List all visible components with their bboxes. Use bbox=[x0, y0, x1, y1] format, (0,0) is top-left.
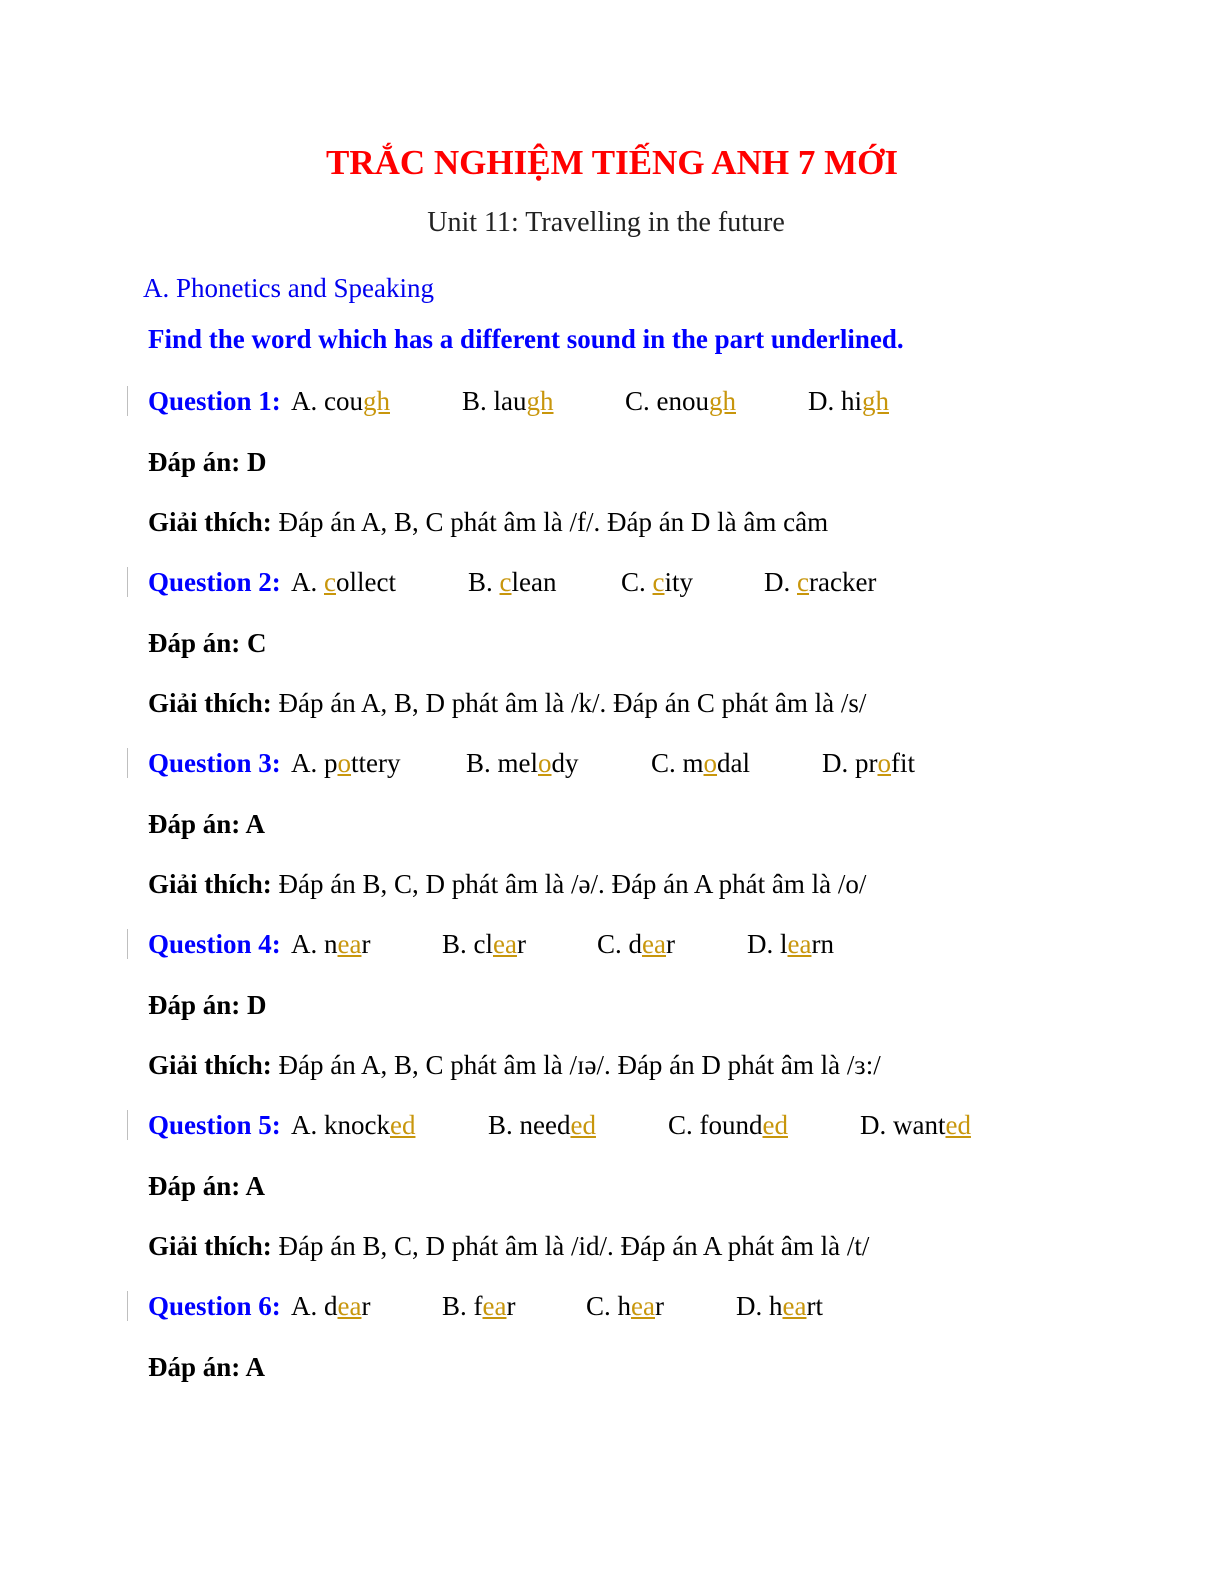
option-text: D. pr bbox=[822, 748, 878, 778]
answer-row bbox=[148, 626, 267, 660]
underlined-part: c bbox=[499, 567, 512, 597]
answer-label: Đáp án: bbox=[148, 446, 248, 477]
explanation-row bbox=[148, 1229, 869, 1263]
answer-option bbox=[621, 565, 693, 599]
answer-value: A bbox=[245, 1351, 266, 1382]
explanation-text: Đáp án B, C, D phát âm là /id/. Đáp án A phát âm là /t/ bbox=[278, 1231, 870, 1261]
answer-value: C bbox=[247, 627, 267, 658]
underlined-part: ed bbox=[945, 1110, 971, 1140]
underlined-part: ea bbox=[782, 1291, 807, 1321]
explanation-text: Đáp án B, C, D phát âm là /ə/. Đáp án A phát âm là /o/ bbox=[278, 869, 867, 899]
answer-option bbox=[597, 927, 675, 961]
answer-label: Đáp án: bbox=[148, 808, 246, 839]
option-text: ity bbox=[664, 567, 694, 597]
answer-option bbox=[747, 927, 834, 961]
option-text: A. bbox=[291, 567, 324, 597]
answer-option bbox=[736, 1289, 823, 1323]
answer-row bbox=[148, 1350, 265, 1384]
answer-option bbox=[291, 746, 400, 780]
line-marker bbox=[127, 567, 128, 597]
option-text: r bbox=[361, 929, 371, 959]
question-label: Question 1: bbox=[148, 386, 281, 416]
underlined-part: gh bbox=[709, 386, 736, 416]
underlined-part: o bbox=[877, 748, 891, 778]
answer-option bbox=[625, 384, 736, 418]
underlined-part: gh bbox=[862, 386, 889, 416]
answer-value: D bbox=[247, 989, 267, 1020]
answer-option bbox=[442, 1289, 515, 1323]
option-text: r bbox=[361, 1291, 371, 1321]
question-row bbox=[148, 1289, 1048, 1323]
explanation-label: Giải thích: bbox=[148, 1231, 279, 1261]
line-marker bbox=[127, 929, 128, 959]
option-text: C. m bbox=[651, 748, 704, 778]
page-subtitle: Unit 11: Travelling in the future bbox=[427, 207, 785, 238]
answer-option bbox=[586, 1289, 664, 1323]
underlined-part: ea bbox=[337, 1291, 362, 1321]
answer-option bbox=[488, 1108, 596, 1142]
option-text: B. f bbox=[442, 1291, 483, 1321]
underlined-part: o bbox=[538, 748, 552, 778]
answer-value: A bbox=[245, 1170, 266, 1201]
answer-row bbox=[148, 988, 267, 1022]
line-marker bbox=[127, 386, 128, 416]
option-text: r bbox=[506, 1291, 516, 1321]
answer-option bbox=[462, 384, 554, 418]
answer-option bbox=[808, 384, 889, 418]
underlined-part: ea bbox=[482, 1291, 507, 1321]
answer-label: Đáp án: bbox=[148, 627, 248, 658]
option-text: ollect bbox=[335, 567, 396, 597]
option-text: A. knock bbox=[291, 1110, 390, 1140]
option-text: rt bbox=[806, 1291, 823, 1321]
explanation-label: Giải thích: bbox=[148, 869, 279, 899]
option-text: B. cl bbox=[442, 929, 493, 959]
underlined-part: ea bbox=[631, 1291, 655, 1321]
answer-option bbox=[291, 1289, 370, 1323]
option-text: dal bbox=[717, 748, 751, 778]
option-text: ttery bbox=[351, 748, 401, 778]
explanation-text: Đáp án A, B, C phát âm là /f/. Đáp án D là âm câm bbox=[278, 507, 829, 537]
option-text: B. lau bbox=[462, 386, 527, 416]
option-text: A. cou bbox=[291, 386, 363, 416]
answer-option bbox=[764, 565, 876, 599]
underlined-part: ed bbox=[762, 1110, 788, 1140]
answer-option bbox=[291, 1108, 415, 1142]
answer-label: Đáp án: bbox=[148, 989, 248, 1020]
answer-option bbox=[291, 927, 370, 961]
question-label: Question 3: bbox=[148, 748, 281, 778]
option-text: racker bbox=[808, 567, 877, 597]
option-text: C. d bbox=[597, 929, 643, 959]
option-text: D. l bbox=[747, 929, 788, 959]
option-text: fit bbox=[891, 748, 915, 778]
option-text: A. d bbox=[291, 1291, 338, 1321]
explanation-row bbox=[148, 686, 866, 720]
underlined-part: ea bbox=[493, 929, 517, 959]
question-label: Question 6: bbox=[148, 1291, 281, 1321]
line-marker bbox=[127, 1110, 128, 1140]
option-text: C. found bbox=[668, 1110, 763, 1140]
question-row bbox=[148, 746, 1048, 780]
explanation-text: Đáp án A, B, C phát âm là /ɪə/. Đáp án D phát âm là /ɜ:/ bbox=[278, 1050, 881, 1080]
option-text: C. h bbox=[586, 1291, 632, 1321]
option-text: D. hi bbox=[808, 386, 862, 416]
answer-row bbox=[148, 807, 265, 841]
page-title: TRẮC NGHIỆM TIẾNG ANH 7 MỚI bbox=[325, 143, 899, 182]
underlined-part: c bbox=[324, 567, 336, 597]
underlined-part: ea bbox=[337, 929, 362, 959]
explanation-label: Giải thích: bbox=[148, 688, 279, 718]
option-text: dy bbox=[551, 748, 579, 778]
underlined-part: gh bbox=[526, 386, 554, 416]
question-row bbox=[148, 927, 1048, 961]
option-text: A. p bbox=[291, 748, 338, 778]
answer-option bbox=[442, 927, 526, 961]
option-text: r bbox=[516, 929, 526, 959]
instruction-text: Find the word which has a different sound in the part underlined. bbox=[148, 324, 904, 354]
option-text: B. mel bbox=[466, 748, 538, 778]
section-heading: A. Phonetics and Speaking bbox=[143, 273, 434, 303]
underlined-part: gh bbox=[362, 386, 390, 416]
underlined-part: o bbox=[337, 748, 351, 778]
underlined-part: c bbox=[797, 567, 809, 597]
option-text: rn bbox=[811, 929, 834, 959]
answer-option bbox=[291, 384, 390, 418]
answer-option bbox=[822, 746, 915, 780]
option-text: C. bbox=[621, 567, 653, 597]
option-text: D. h bbox=[736, 1291, 783, 1321]
option-text: B. need bbox=[488, 1110, 571, 1140]
answer-value: D bbox=[247, 446, 267, 477]
explanation-row bbox=[148, 867, 866, 901]
question-label: Question 2: bbox=[148, 567, 281, 597]
option-text: r bbox=[665, 929, 675, 959]
option-text: A. n bbox=[291, 929, 338, 959]
underlined-part: o bbox=[703, 748, 718, 778]
question-row bbox=[148, 565, 1048, 599]
underlined-part: ea bbox=[642, 929, 666, 959]
option-text: D. want bbox=[860, 1110, 946, 1140]
answer-row bbox=[148, 1169, 265, 1203]
explanation-row bbox=[148, 505, 828, 539]
question-label: Question 4: bbox=[148, 929, 281, 959]
answer-option bbox=[860, 1108, 971, 1142]
underlined-part: ea bbox=[787, 929, 812, 959]
answer-option bbox=[651, 746, 750, 780]
question-row bbox=[148, 384, 1048, 418]
underlined-part: ed bbox=[389, 1110, 416, 1140]
option-text: C. enou bbox=[625, 386, 709, 416]
option-text: r bbox=[654, 1291, 664, 1321]
answer-option bbox=[466, 746, 579, 780]
option-text: B. bbox=[468, 567, 500, 597]
answer-value: A bbox=[245, 808, 266, 839]
answer-option bbox=[468, 565, 556, 599]
answer-label: Đáp án: bbox=[148, 1170, 246, 1201]
underlined-part: c bbox=[652, 567, 665, 597]
question-label: Question 5: bbox=[148, 1110, 281, 1140]
line-marker bbox=[127, 1291, 128, 1321]
option-text: D. bbox=[764, 567, 797, 597]
option-text: lean bbox=[511, 567, 557, 597]
question-row bbox=[148, 1108, 1048, 1142]
explanation-label: Giải thích: bbox=[148, 1050, 279, 1080]
answer-option bbox=[668, 1108, 788, 1142]
answer-row bbox=[148, 445, 267, 479]
answer-option bbox=[291, 565, 396, 599]
underlined-part: ed bbox=[570, 1110, 596, 1140]
explanation-row bbox=[148, 1048, 881, 1082]
answer-label: Đáp án: bbox=[148, 1351, 246, 1382]
explanation-text: Đáp án A, B, D phát âm là /k/. Đáp án C phát âm là /s/ bbox=[278, 688, 867, 718]
line-marker bbox=[127, 748, 128, 778]
explanation-label: Giải thích: bbox=[148, 507, 279, 537]
